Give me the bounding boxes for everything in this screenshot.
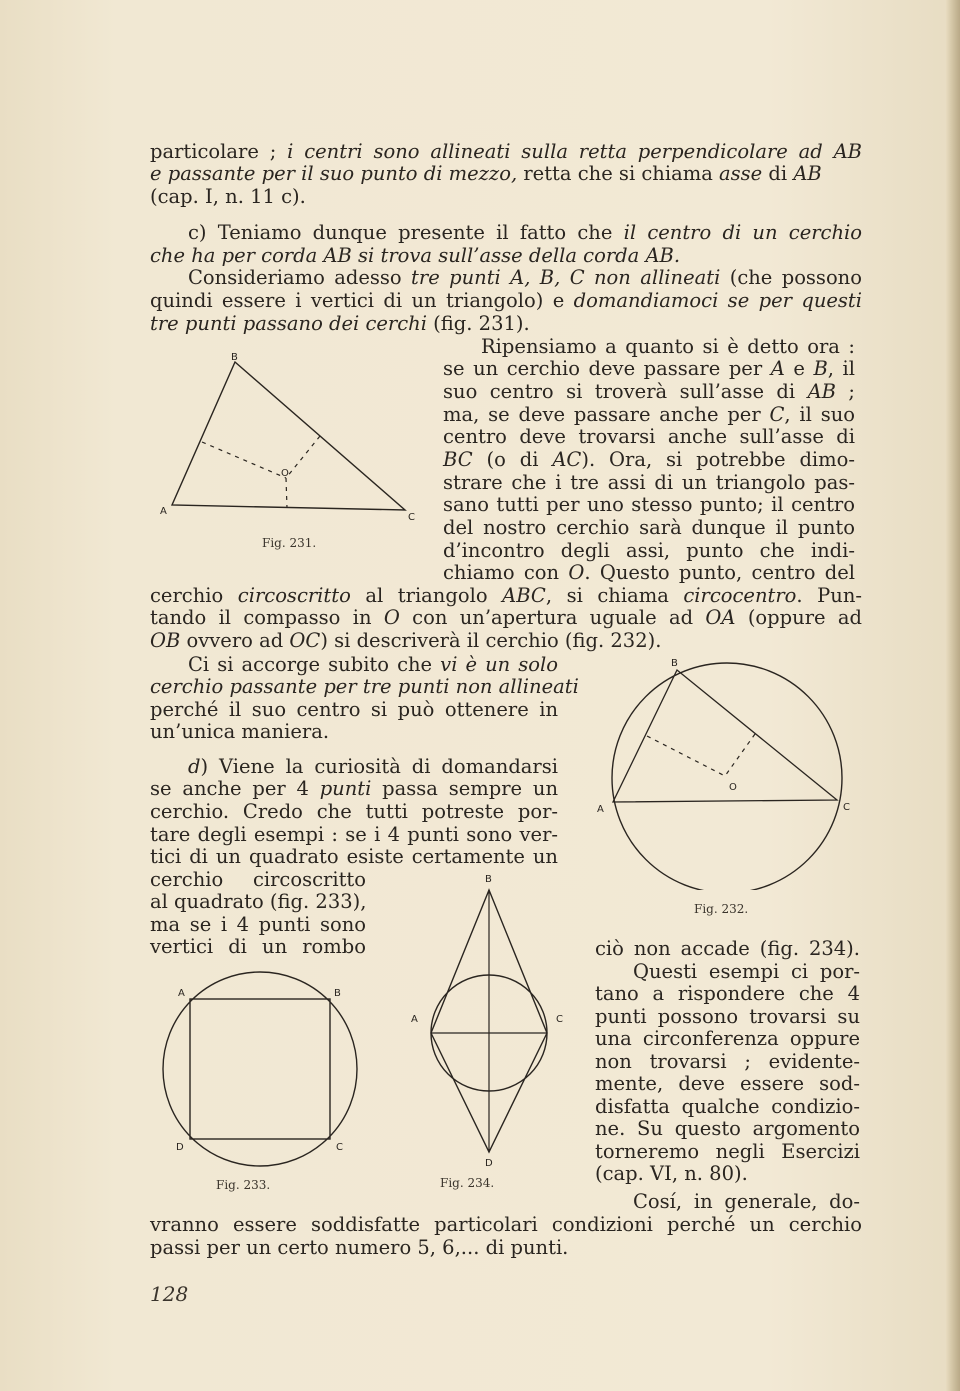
figure-233-square-circle [160,970,360,1170]
text-line: ma, se deve passare anche per C, il suo [443,403,856,426]
fig234-label-a: A [411,1014,418,1025]
text-line: cerchio circoscritto al triangolo ABC, si chiama circocentro. Pun- [150,584,862,607]
figure-caption: Fig. 234. [440,1176,495,1190]
fig231-label-c: C [408,512,415,523]
text-line: Ci si accorge subito che vi è un solo [188,653,559,676]
text-line: tre punti passano dei cerchi (fig. 231). [150,312,530,335]
text-line: tici di un quadrato esiste certamente un [150,845,558,868]
text-line: (cap. I, n. 11 c). [150,185,306,208]
text-line: tano a rispondere che 4 [595,982,860,1005]
text-line: se un cerchio deve passare per A e B, il [443,357,855,380]
text-line: del nostro cerchio sarà dunque il punto [443,516,855,539]
text-line: particolare ; i centri sono allineati sulla retta perpendicolare ad AB [150,140,862,163]
text-line: Questi esempi ci por- [633,960,860,983]
text-line: cerchio circoscritto [150,868,366,891]
text-line: c) Teniamo dunque presente il fatto che il centro di un cerchio [188,221,863,244]
fig233-label-d: D [176,1142,184,1153]
text-line: ne. Su questo argomento [595,1117,860,1140]
fig232-label-o: O [729,782,737,793]
text-line: OB ovvero ad OC) si descriverà il cerchio (fig. 232). [150,629,662,652]
text-line: perché il suo centro si può ottenere in [150,698,558,721]
text-line: tando il compasso in O con un’apertura uguale ad OA (oppure ad [150,606,862,629]
fig231-label-b: B [231,352,238,363]
page-edge [946,0,960,1391]
text-line: e passante per il suo punto di mezzo, retta che si chiama asse di AB [150,162,822,185]
fig233-label-c: C [336,1142,343,1153]
text-line: non trovarsi ; evidente- [595,1050,860,1073]
text-line: vranno essere soddisfatte particolari condizioni perché un cerchio [150,1213,862,1236]
text-line: una circonferenza oppure [595,1027,860,1050]
text-line: sano tutti per uno stesso punto; il centro [443,493,855,516]
text-line: se anche per 4 punti passa sempre un [150,777,559,800]
fig232-label-a: A [597,804,604,815]
text-line: cerchio passante per tre punti non allineati [150,675,579,698]
figure-232-circumcircle [595,650,860,890]
fig233-label-b: B [334,988,341,999]
text-line: chiamo con O. Questo punto, centro del [443,561,855,584]
page-number: 128 [150,1282,189,1306]
fig233-label-a: A [178,988,185,999]
text-line: cerchio. Credo che tutti potreste por- [150,800,558,823]
text-line: passi per un certo numero 5, 6,... di punti. [150,1236,569,1259]
text-line: Consideriamo adesso tre punti A, B, C non allineati (che possono [188,266,862,289]
figure-caption: Fig. 233. [216,1178,271,1192]
fig231-label-o: O [281,468,289,479]
text-line: ma se i 4 punti sono [150,913,366,936]
text-line: Cosí, in generale, do- [633,1190,860,1213]
text-line: vertici di un rombo [150,935,366,958]
text-line: disfatta qualche condizio- [595,1095,860,1118]
figure-caption: Fig. 232. [694,902,749,916]
text-line: al quadrato (fig. 233), [150,890,367,913]
text-line: quindi essere i vertici di un triangolo) e domandiamoci se per questi [150,289,862,312]
figure-caption: Fig. 231. [262,536,317,550]
fig232-label-c: C [843,802,850,813]
fig234-label-b: B [485,874,492,885]
fig232-label-b: B [671,658,678,669]
fig234-label-d: D [485,1158,493,1169]
text-line: centro deve trovarsi anche sull’asse di [443,425,855,448]
text-line: un’unica maniera. [150,720,330,743]
text-line: suo centro si troverà sull’asse di AB ; [443,380,855,403]
text-line: d) Viene la curiosità di domandarsi [188,755,558,778]
text-line: torneremo negli Esercizi [595,1140,860,1163]
text-line: tare degli esempi : se i 4 punti sono ver- [150,823,558,846]
text-line: Ripensiamo a quanto si è detto ora : [481,335,855,358]
text-line: strare che i tre assi di un triangolo pas- [443,471,855,494]
text-line: che ha per corda AB si trova sull’asse della corda AB. [150,244,681,267]
text-line: BC (o di AC). Ora, si potrebbe dimo- [443,448,855,471]
fig231-label-a: A [160,506,167,517]
figure-234-rhombus-circle [405,870,575,1170]
text-line: ciò non accade (fig. 234). [595,937,860,960]
fig234-label-c: C [556,1014,563,1025]
text-line: mente, deve essere sod- [595,1072,860,1095]
text-line: d’incontro degli assi, punto che indi- [443,539,855,562]
text-line: (cap. VI, n. 80). [595,1162,748,1185]
figure-231-triangle [150,350,420,530]
text-line: punti possono trovarsi su [595,1005,860,1028]
